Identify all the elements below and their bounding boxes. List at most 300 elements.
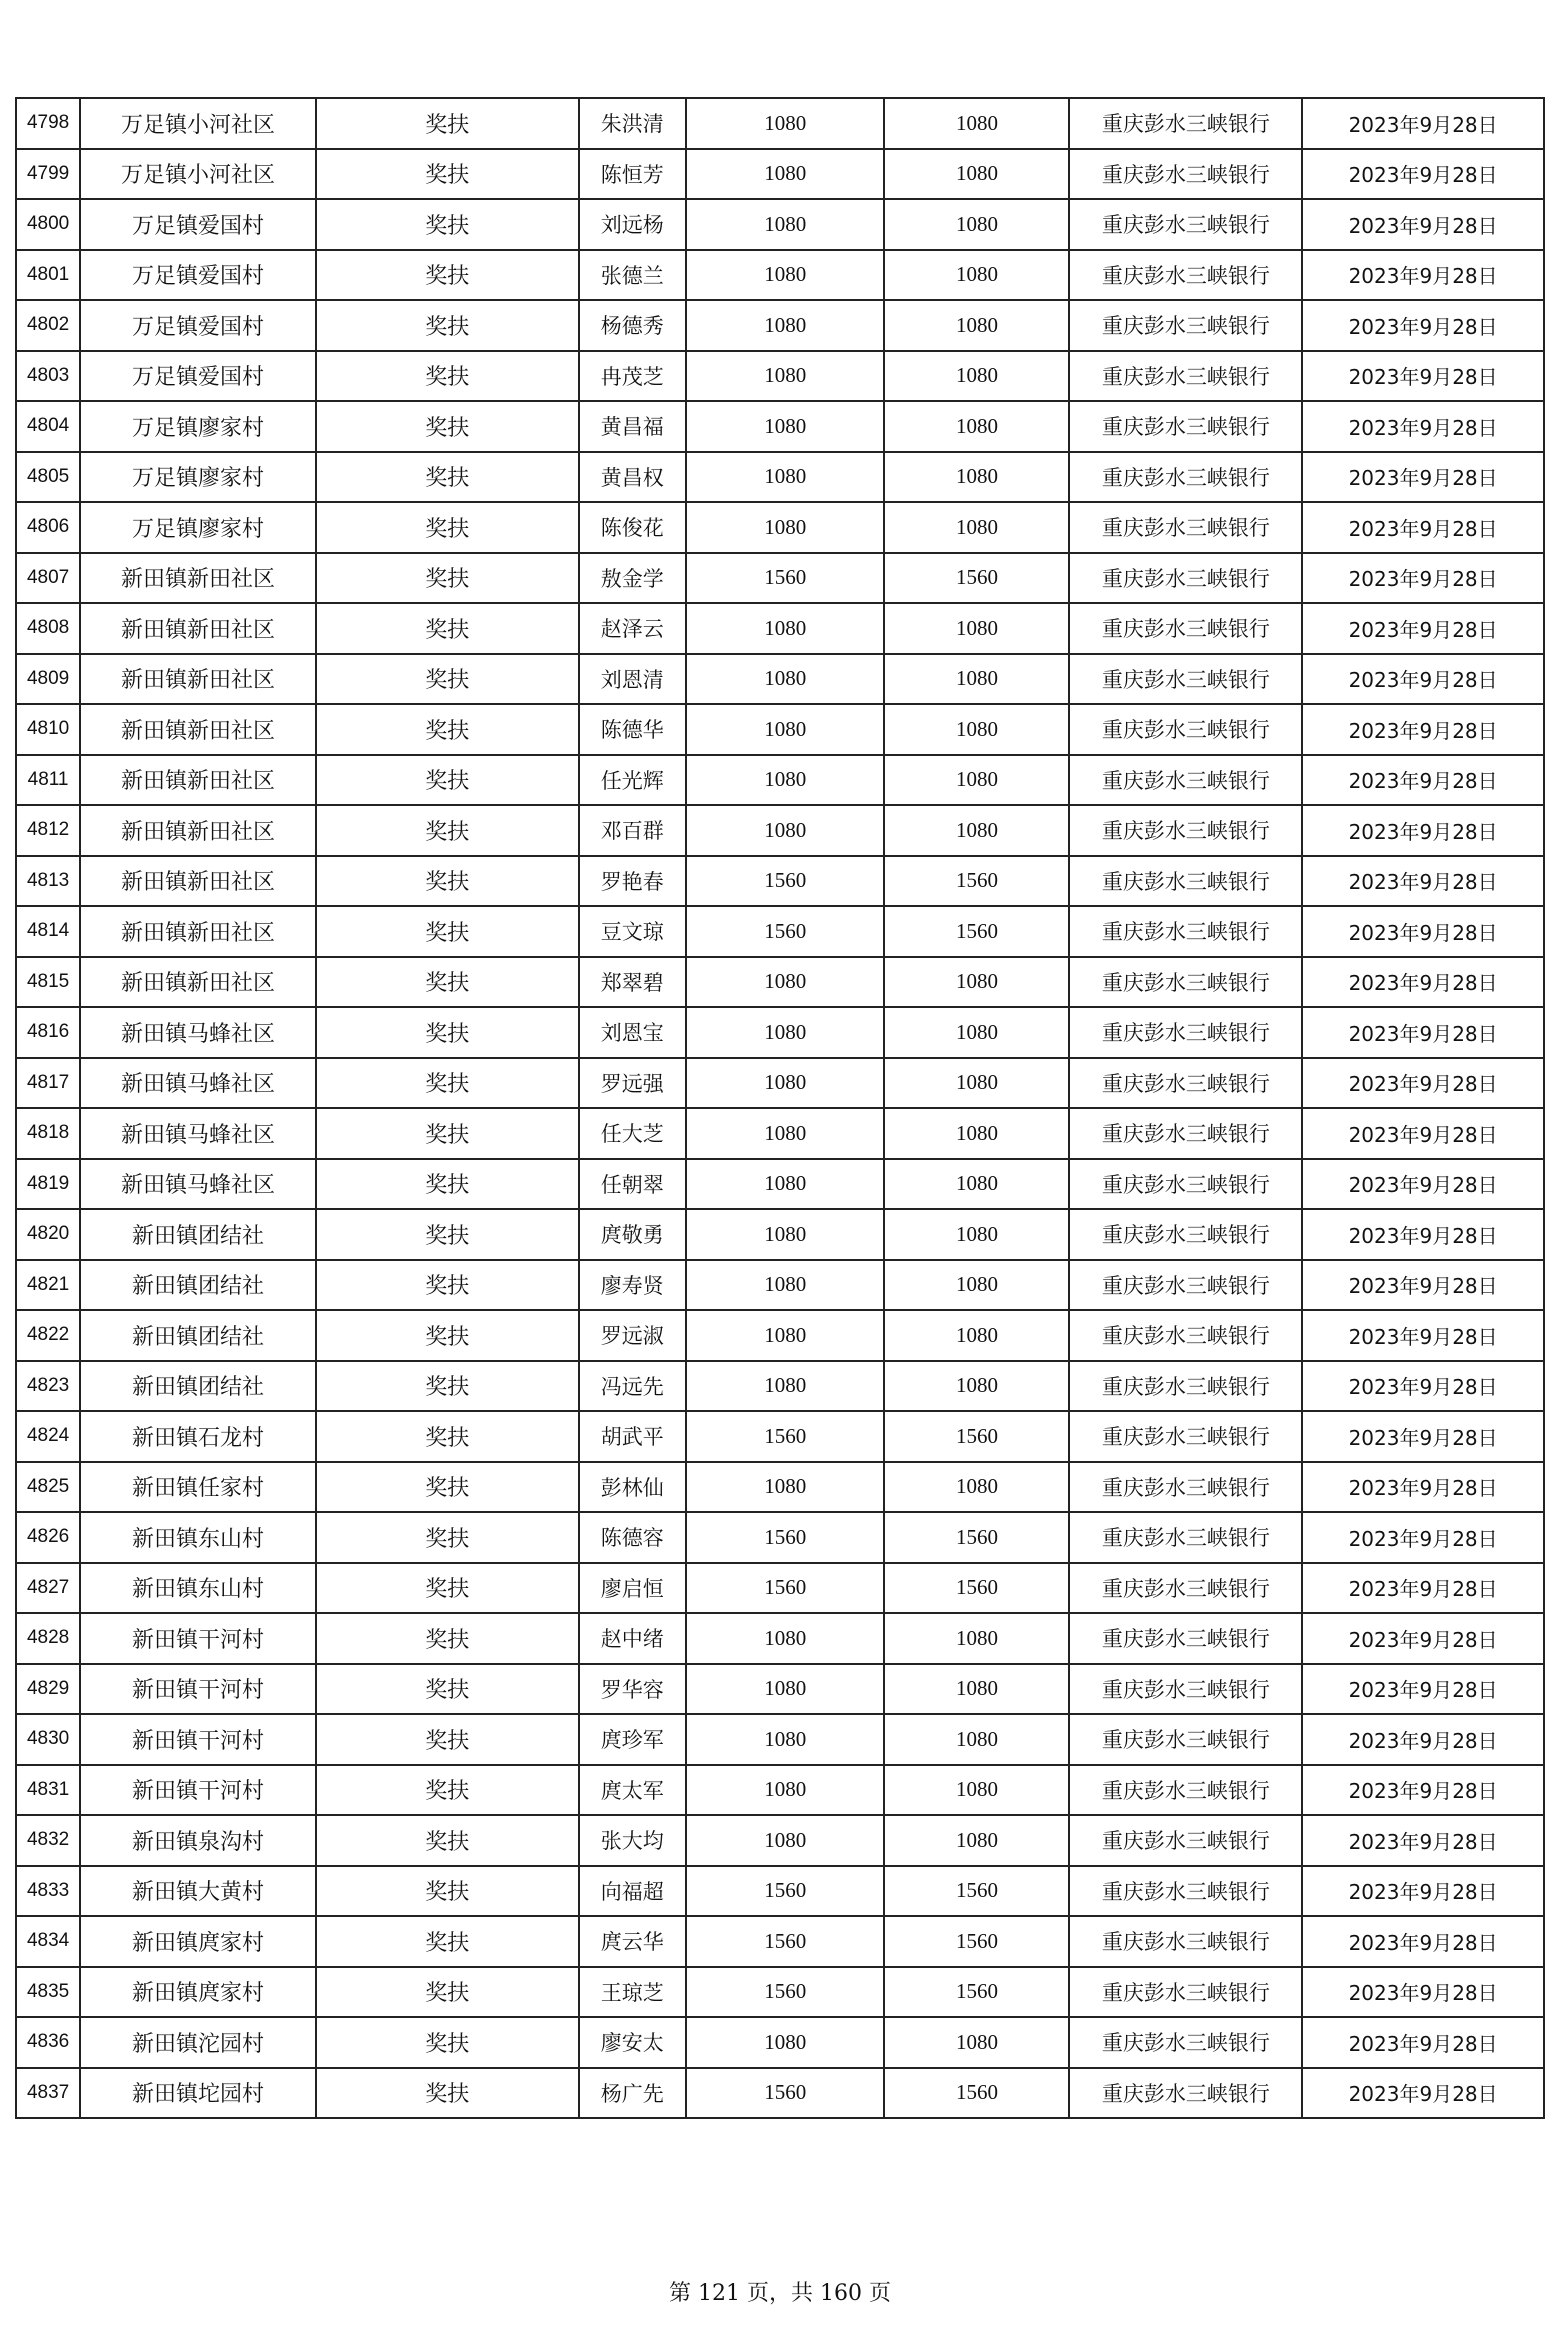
bank-cell: 重庆彭水三峡银行 bbox=[1069, 351, 1302, 402]
paid-amount-cell: 1560 bbox=[884, 1563, 1069, 1614]
date-cell: 2023年9月28日 bbox=[1302, 149, 1544, 200]
row-number-cell: 4831 bbox=[16, 1765, 80, 1816]
paid-amount-cell: 1080 bbox=[884, 199, 1069, 250]
amount-cell: 1080 bbox=[686, 1260, 884, 1311]
subsidy-type-cell: 奖扶 bbox=[316, 805, 579, 856]
table-row bbox=[16, 1411, 1544, 1462]
date-cell: 2023年9月28日 bbox=[1302, 805, 1544, 856]
amount-cell: 1560 bbox=[686, 1563, 884, 1614]
amount-cell: 1080 bbox=[686, 1613, 884, 1664]
paid-amount-cell: 1080 bbox=[884, 300, 1069, 351]
subsidy-type-cell: 奖扶 bbox=[316, 351, 579, 402]
recipient-name-cell: 庹珍军 bbox=[579, 1714, 686, 1765]
subsidy-type-cell: 奖扶 bbox=[316, 1310, 579, 1361]
table-row bbox=[16, 1310, 1544, 1361]
row-number-cell: 4802 bbox=[16, 300, 80, 351]
date-cell: 2023年9月28日 bbox=[1302, 906, 1544, 957]
row-number-cell: 4816 bbox=[16, 1007, 80, 1058]
date-cell: 2023年9月28日 bbox=[1302, 1462, 1544, 1513]
bank-cell: 重庆彭水三峡银行 bbox=[1069, 2068, 1302, 2119]
village-cell: 新田镇新田社区 bbox=[80, 906, 316, 957]
date-cell: 2023年9月28日 bbox=[1302, 1866, 1544, 1917]
village-cell: 万足镇廖家村 bbox=[80, 401, 316, 452]
paid-amount-cell: 1080 bbox=[884, 401, 1069, 452]
recipient-name-cell: 冯远先 bbox=[579, 1361, 686, 1412]
bank-cell: 重庆彭水三峡银行 bbox=[1069, 1563, 1302, 1614]
table-row bbox=[16, 351, 1544, 402]
paid-amount-cell: 1080 bbox=[884, 1159, 1069, 1210]
table-row bbox=[16, 805, 1544, 856]
subsidy-type-cell: 奖扶 bbox=[316, 654, 579, 705]
subsidy-type-cell: 奖扶 bbox=[316, 755, 579, 806]
table-row bbox=[16, 300, 1544, 351]
table-row bbox=[16, 856, 1544, 907]
amount-cell: 1080 bbox=[686, 1108, 884, 1159]
bank-cell: 重庆彭水三峡银行 bbox=[1069, 199, 1302, 250]
paid-amount-cell: 1080 bbox=[884, 1714, 1069, 1765]
table-row bbox=[16, 1664, 1544, 1715]
subsidy-type-cell: 奖扶 bbox=[316, 1916, 579, 1967]
recipient-name-cell: 陈恒芳 bbox=[579, 149, 686, 200]
paid-amount-cell: 1080 bbox=[884, 452, 1069, 503]
table-row bbox=[16, 149, 1544, 200]
paid-amount-cell: 1560 bbox=[884, 1916, 1069, 1967]
amount-cell: 1560 bbox=[686, 553, 884, 604]
subsidy-type-cell: 奖扶 bbox=[316, 300, 579, 351]
village-cell: 新田镇石龙村 bbox=[80, 1411, 316, 1462]
table-body bbox=[16, 98, 1544, 2118]
village-cell: 新田镇新田社区 bbox=[80, 704, 316, 755]
subsidy-type-cell: 奖扶 bbox=[316, 250, 579, 301]
date-cell: 2023年9月28日 bbox=[1302, 1967, 1544, 2018]
date-cell: 2023年9月28日 bbox=[1302, 1007, 1544, 1058]
village-cell: 新田镇新田社区 bbox=[80, 603, 316, 654]
bank-cell: 重庆彭水三峡银行 bbox=[1069, 957, 1302, 1008]
recipient-name-cell: 廖安太 bbox=[579, 2017, 686, 2068]
date-cell: 2023年9月28日 bbox=[1302, 1714, 1544, 1765]
subsidy-type-cell: 奖扶 bbox=[316, 1462, 579, 1513]
bank-cell: 重庆彭水三峡银行 bbox=[1069, 805, 1302, 856]
table-row bbox=[16, 502, 1544, 553]
table-row bbox=[16, 603, 1544, 654]
village-cell: 新田镇新田社区 bbox=[80, 654, 316, 705]
bank-cell: 重庆彭水三峡银行 bbox=[1069, 98, 1302, 149]
table-row bbox=[16, 1462, 1544, 1513]
date-cell: 2023年9月28日 bbox=[1302, 351, 1544, 402]
paid-amount-cell: 1080 bbox=[884, 957, 1069, 1008]
amount-cell: 1080 bbox=[686, 1714, 884, 1765]
village-cell: 新田镇新田社区 bbox=[80, 957, 316, 1008]
date-cell: 2023年9月28日 bbox=[1302, 755, 1544, 806]
paid-amount-cell: 1080 bbox=[884, 98, 1069, 149]
subsidy-type-cell: 奖扶 bbox=[316, 1007, 579, 1058]
bank-cell: 重庆彭水三峡银行 bbox=[1069, 1613, 1302, 1664]
subsidy-type-cell: 奖扶 bbox=[316, 149, 579, 200]
date-cell: 2023年9月28日 bbox=[1302, 1613, 1544, 1664]
amount-cell: 1080 bbox=[686, 250, 884, 301]
row-number-cell: 4833 bbox=[16, 1866, 80, 1917]
village-cell: 新田镇马蜂社区 bbox=[80, 1108, 316, 1159]
paid-amount-cell: 1560 bbox=[884, 1512, 1069, 1563]
amount-cell: 1080 bbox=[686, 1361, 884, 1412]
table-row bbox=[16, 1260, 1544, 1311]
table-row bbox=[16, 250, 1544, 301]
amount-cell: 1560 bbox=[686, 1916, 884, 1967]
village-cell: 新田镇干河村 bbox=[80, 1664, 316, 1715]
date-cell: 2023年9月28日 bbox=[1302, 553, 1544, 604]
row-number-cell: 4809 bbox=[16, 654, 80, 705]
subsidy-type-cell: 奖扶 bbox=[316, 704, 579, 755]
paid-amount-cell: 1560 bbox=[884, 553, 1069, 604]
village-cell: 万足镇廖家村 bbox=[80, 452, 316, 503]
amount-cell: 1080 bbox=[686, 1007, 884, 1058]
bank-cell: 重庆彭水三峡银行 bbox=[1069, 1209, 1302, 1260]
recipient-name-cell: 罗华容 bbox=[579, 1664, 686, 1715]
date-cell: 2023年9月28日 bbox=[1302, 1159, 1544, 1210]
amount-cell: 1560 bbox=[686, 1866, 884, 1917]
recipient-name-cell: 罗远淑 bbox=[579, 1310, 686, 1361]
row-number-cell: 4819 bbox=[16, 1159, 80, 1210]
paid-amount-cell: 1080 bbox=[884, 502, 1069, 553]
date-cell: 2023年9月28日 bbox=[1302, 502, 1544, 553]
village-cell: 新田镇干河村 bbox=[80, 1613, 316, 1664]
village-cell: 新田镇团结社 bbox=[80, 1260, 316, 1311]
recipient-name-cell: 任朝翠 bbox=[579, 1159, 686, 1210]
bank-cell: 重庆彭水三峡银行 bbox=[1069, 704, 1302, 755]
table-row bbox=[16, 755, 1544, 806]
recipient-name-cell: 赵泽云 bbox=[579, 603, 686, 654]
row-number-cell: 4829 bbox=[16, 1664, 80, 1715]
recipient-name-cell: 黄昌福 bbox=[579, 401, 686, 452]
village-cell: 新田镇沱园村 bbox=[80, 2017, 316, 2068]
recipient-name-cell: 彭林仙 bbox=[579, 1462, 686, 1513]
subsidy-type-cell: 奖扶 bbox=[316, 1967, 579, 2018]
paid-amount-cell: 1080 bbox=[884, 755, 1069, 806]
bank-cell: 重庆彭水三峡银行 bbox=[1069, 1815, 1302, 1866]
amount-cell: 1080 bbox=[686, 603, 884, 654]
paid-amount-cell: 1080 bbox=[884, 603, 1069, 654]
village-cell: 万足镇小河社区 bbox=[80, 149, 316, 200]
village-cell: 新田镇团结社 bbox=[80, 1310, 316, 1361]
amount-cell: 1560 bbox=[686, 856, 884, 907]
row-number-cell: 4820 bbox=[16, 1209, 80, 1260]
amount-cell: 1080 bbox=[686, 654, 884, 705]
subsidy-type-cell: 奖扶 bbox=[316, 1866, 579, 1917]
village-cell: 新田镇东山村 bbox=[80, 1512, 316, 1563]
bank-cell: 重庆彭水三峡银行 bbox=[1069, 1714, 1302, 1765]
subsidy-type-cell: 奖扶 bbox=[316, 401, 579, 452]
recipient-name-cell: 杨广先 bbox=[579, 2068, 686, 2119]
recipient-name-cell: 朱洪清 bbox=[579, 98, 686, 149]
subsidy-type-cell: 奖扶 bbox=[316, 1108, 579, 1159]
paid-amount-cell: 1080 bbox=[884, 250, 1069, 301]
row-number-cell: 4808 bbox=[16, 603, 80, 654]
table-row bbox=[16, 1209, 1544, 1260]
table-row bbox=[16, 1613, 1544, 1664]
paid-amount-cell: 1560 bbox=[884, 906, 1069, 957]
recipient-name-cell: 庹云华 bbox=[579, 1916, 686, 1967]
village-cell: 新田镇干河村 bbox=[80, 1714, 316, 1765]
paid-amount-cell: 1080 bbox=[884, 1361, 1069, 1412]
date-cell: 2023年9月28日 bbox=[1302, 957, 1544, 1008]
village-cell: 新田镇马蜂社区 bbox=[80, 1159, 316, 1210]
paid-amount-cell: 1560 bbox=[884, 2068, 1069, 2119]
row-number-cell: 4810 bbox=[16, 704, 80, 755]
table-row bbox=[16, 1007, 1544, 1058]
recipient-name-cell: 张德兰 bbox=[579, 250, 686, 301]
table-row bbox=[16, 98, 1544, 149]
paid-amount-cell: 1080 bbox=[884, 1260, 1069, 1311]
paid-amount-cell: 1080 bbox=[884, 1462, 1069, 1513]
date-cell: 2023年9月28日 bbox=[1302, 1108, 1544, 1159]
amount-cell: 1080 bbox=[686, 149, 884, 200]
village-cell: 万足镇小河社区 bbox=[80, 98, 316, 149]
amount-cell: 1080 bbox=[686, 98, 884, 149]
bank-cell: 重庆彭水三峡银行 bbox=[1069, 1159, 1302, 1210]
village-cell: 新田镇团结社 bbox=[80, 1361, 316, 1412]
subsidy-type-cell: 奖扶 bbox=[316, 2017, 579, 2068]
subsidy-type-cell: 奖扶 bbox=[316, 1260, 579, 1311]
date-cell: 2023年9月28日 bbox=[1302, 1664, 1544, 1715]
row-number-cell: 4818 bbox=[16, 1108, 80, 1159]
bank-cell: 重庆彭水三峡银行 bbox=[1069, 502, 1302, 553]
paid-amount-cell: 1080 bbox=[884, 1664, 1069, 1715]
village-cell: 万足镇爱国村 bbox=[80, 300, 316, 351]
row-number-cell: 4821 bbox=[16, 1260, 80, 1311]
village-cell: 新田镇庹家村 bbox=[80, 1916, 316, 1967]
paid-amount-cell: 1080 bbox=[884, 149, 1069, 200]
table-row bbox=[16, 452, 1544, 503]
table-row bbox=[16, 654, 1544, 705]
date-cell: 2023年9月28日 bbox=[1302, 603, 1544, 654]
row-number-cell: 4798 bbox=[16, 98, 80, 149]
recipient-name-cell: 陈俊花 bbox=[579, 502, 686, 553]
amount-cell: 1080 bbox=[686, 1765, 884, 1816]
village-cell: 新田镇新田社区 bbox=[80, 856, 316, 907]
date-cell: 2023年9月28日 bbox=[1302, 1411, 1544, 1462]
village-cell: 新田镇马蜂社区 bbox=[80, 1007, 316, 1058]
amount-cell: 1080 bbox=[686, 957, 884, 1008]
date-cell: 2023年9月28日 bbox=[1302, 1512, 1544, 1563]
amount-cell: 1080 bbox=[686, 401, 884, 452]
date-cell: 2023年9月28日 bbox=[1302, 1260, 1544, 1311]
row-number-cell: 4803 bbox=[16, 351, 80, 402]
date-cell: 2023年9月28日 bbox=[1302, 1563, 1544, 1614]
row-number-cell: 4823 bbox=[16, 1361, 80, 1412]
bank-cell: 重庆彭水三峡银行 bbox=[1069, 452, 1302, 503]
amount-cell: 1080 bbox=[686, 1209, 884, 1260]
date-cell: 2023年9月28日 bbox=[1302, 704, 1544, 755]
bank-cell: 重庆彭水三峡银行 bbox=[1069, 1664, 1302, 1715]
date-cell: 2023年9月28日 bbox=[1302, 98, 1544, 149]
subsidy-type-cell: 奖扶 bbox=[316, 603, 579, 654]
paid-amount-cell: 1560 bbox=[884, 856, 1069, 907]
bank-cell: 重庆彭水三峡银行 bbox=[1069, 1967, 1302, 2018]
bank-cell: 重庆彭水三峡银行 bbox=[1069, 1512, 1302, 1563]
village-cell: 新田镇新田社区 bbox=[80, 755, 316, 806]
row-number-cell: 4832 bbox=[16, 1815, 80, 1866]
village-cell: 新田镇新田社区 bbox=[80, 805, 316, 856]
village-cell: 新田镇新田社区 bbox=[80, 553, 316, 604]
row-number-cell: 4814 bbox=[16, 906, 80, 957]
table-row bbox=[16, 1159, 1544, 1210]
recipient-name-cell: 黄昌权 bbox=[579, 452, 686, 503]
bank-cell: 重庆彭水三峡银行 bbox=[1069, 1361, 1302, 1412]
row-number-cell: 4837 bbox=[16, 2068, 80, 2119]
row-number-cell: 4811 bbox=[16, 755, 80, 806]
subsidy-type-cell: 奖扶 bbox=[316, 1613, 579, 1664]
row-number-cell: 4801 bbox=[16, 250, 80, 301]
page-number-footer: 第 121 页，共 160 页 bbox=[669, 2281, 891, 2306]
village-cell: 新田镇马蜂社区 bbox=[80, 1058, 316, 1109]
table-row bbox=[16, 1765, 1544, 1816]
bank-cell: 重庆彭水三峡银行 bbox=[1069, 1058, 1302, 1109]
subsidy-type-cell: 奖扶 bbox=[316, 98, 579, 149]
amount-cell: 1560 bbox=[686, 1512, 884, 1563]
amount-cell: 1080 bbox=[686, 351, 884, 402]
amount-cell: 1560 bbox=[686, 906, 884, 957]
row-number-cell: 4835 bbox=[16, 1967, 80, 2018]
amount-cell: 1080 bbox=[686, 502, 884, 553]
amount-cell: 1080 bbox=[686, 1310, 884, 1361]
row-number-cell: 4805 bbox=[16, 452, 80, 503]
row-number-cell: 4799 bbox=[16, 149, 80, 200]
paid-amount-cell: 1080 bbox=[884, 654, 1069, 705]
recipient-name-cell: 陈德华 bbox=[579, 704, 686, 755]
paid-amount-cell: 1080 bbox=[884, 1007, 1069, 1058]
subsidy-type-cell: 奖扶 bbox=[316, 1209, 579, 1260]
paid-amount-cell: 1080 bbox=[884, 2017, 1069, 2068]
paid-amount-cell: 1560 bbox=[884, 1967, 1069, 2018]
recipient-name-cell: 王琼芝 bbox=[579, 1967, 686, 2018]
date-cell: 2023年9月28日 bbox=[1302, 856, 1544, 907]
paid-amount-cell: 1560 bbox=[884, 1411, 1069, 1462]
date-cell: 2023年9月28日 bbox=[1302, 452, 1544, 503]
paid-amount-cell: 1080 bbox=[884, 704, 1069, 755]
bank-cell: 重庆彭水三峡银行 bbox=[1069, 1310, 1302, 1361]
subsidy-type-cell: 奖扶 bbox=[316, 1159, 579, 1210]
amount-cell: 1080 bbox=[686, 1159, 884, 1210]
bank-cell: 重庆彭水三峡银行 bbox=[1069, 1108, 1302, 1159]
table-row bbox=[16, 2017, 1544, 2068]
paid-amount-cell: 1080 bbox=[884, 1058, 1069, 1109]
row-number-cell: 4834 bbox=[16, 1916, 80, 1967]
row-number-cell: 4825 bbox=[16, 1462, 80, 1513]
recipient-name-cell: 庹太军 bbox=[579, 1765, 686, 1816]
date-cell: 2023年9月28日 bbox=[1302, 1310, 1544, 1361]
paid-amount-cell: 1080 bbox=[884, 1108, 1069, 1159]
bank-cell: 重庆彭水三峡银行 bbox=[1069, 603, 1302, 654]
subsidy-type-cell: 奖扶 bbox=[316, 199, 579, 250]
date-cell: 2023年9月28日 bbox=[1302, 1815, 1544, 1866]
recipient-name-cell: 向福超 bbox=[579, 1866, 686, 1917]
recipient-name-cell: 赵中绪 bbox=[579, 1613, 686, 1664]
subsidy-type-cell: 奖扶 bbox=[316, 553, 579, 604]
amount-cell: 1080 bbox=[686, 1815, 884, 1866]
date-cell: 2023年9月28日 bbox=[1302, 1209, 1544, 1260]
table-row bbox=[16, 1108, 1544, 1159]
date-cell: 2023年9月28日 bbox=[1302, 1058, 1544, 1109]
row-number-cell: 4827 bbox=[16, 1563, 80, 1614]
recipient-name-cell: 任大芝 bbox=[579, 1108, 686, 1159]
recipient-name-cell: 廖寿贤 bbox=[579, 1260, 686, 1311]
bank-cell: 重庆彭水三峡银行 bbox=[1069, 1411, 1302, 1462]
amount-cell: 1080 bbox=[686, 2017, 884, 2068]
amount-cell: 1080 bbox=[686, 452, 884, 503]
bank-cell: 重庆彭水三峡银行 bbox=[1069, 250, 1302, 301]
subsidy-type-cell: 奖扶 bbox=[316, 1411, 579, 1462]
amount-cell: 1080 bbox=[686, 1058, 884, 1109]
bank-cell: 重庆彭水三峡银行 bbox=[1069, 2017, 1302, 2068]
table-row bbox=[16, 1866, 1544, 1917]
date-cell: 2023年9月28日 bbox=[1302, 401, 1544, 452]
amount-cell: 1080 bbox=[686, 1664, 884, 1715]
table-row bbox=[16, 1361, 1544, 1412]
row-number-cell: 4806 bbox=[16, 502, 80, 553]
table-row bbox=[16, 1512, 1544, 1563]
recipient-name-cell: 冉茂芝 bbox=[579, 351, 686, 402]
recipient-name-cell: 廖启恒 bbox=[579, 1563, 686, 1614]
row-number-cell: 4836 bbox=[16, 2017, 80, 2068]
paid-amount-cell: 1080 bbox=[884, 1765, 1069, 1816]
table-row bbox=[16, 906, 1544, 957]
date-cell: 2023年9月28日 bbox=[1302, 300, 1544, 351]
date-cell: 2023年9月28日 bbox=[1302, 2068, 1544, 2119]
recipient-name-cell: 张大均 bbox=[579, 1815, 686, 1866]
subsidy-type-cell: 奖扶 bbox=[316, 2068, 579, 2119]
recipient-name-cell: 邓百群 bbox=[579, 805, 686, 856]
recipient-name-cell: 庹敬勇 bbox=[579, 1209, 686, 1260]
row-number-cell: 4800 bbox=[16, 199, 80, 250]
subsidy-type-cell: 奖扶 bbox=[316, 856, 579, 907]
subsidy-type-cell: 奖扶 bbox=[316, 502, 579, 553]
date-cell: 2023年9月28日 bbox=[1302, 199, 1544, 250]
table-row bbox=[16, 1714, 1544, 1765]
bank-cell: 重庆彭水三峡银行 bbox=[1069, 1462, 1302, 1513]
paid-amount-cell: 1080 bbox=[884, 1310, 1069, 1361]
recipient-name-cell: 刘远杨 bbox=[579, 199, 686, 250]
village-cell: 新田镇团结社 bbox=[80, 1209, 316, 1260]
row-number-cell: 4815 bbox=[16, 957, 80, 1008]
bank-cell: 重庆彭水三峡银行 bbox=[1069, 755, 1302, 806]
amount-cell: 1080 bbox=[686, 755, 884, 806]
amount-cell: 1560 bbox=[686, 2068, 884, 2119]
subsidy-type-cell: 奖扶 bbox=[316, 1563, 579, 1614]
row-number-cell: 4826 bbox=[16, 1512, 80, 1563]
amount-cell: 1080 bbox=[686, 805, 884, 856]
table-row bbox=[16, 1916, 1544, 1967]
subsidy-type-cell: 奖扶 bbox=[316, 1512, 579, 1563]
bank-cell: 重庆彭水三峡银行 bbox=[1069, 149, 1302, 200]
recipient-name-cell: 刘恩宝 bbox=[579, 1007, 686, 1058]
table-row bbox=[16, 2068, 1544, 2119]
bank-cell: 重庆彭水三峡银行 bbox=[1069, 553, 1302, 604]
recipient-name-cell: 杨德秀 bbox=[579, 300, 686, 351]
subsidy-type-cell: 奖扶 bbox=[316, 1815, 579, 1866]
village-cell: 新田镇大黄村 bbox=[80, 1866, 316, 1917]
amount-cell: 1560 bbox=[686, 1967, 884, 2018]
paid-amount-cell: 1560 bbox=[884, 1866, 1069, 1917]
table-row bbox=[16, 199, 1544, 250]
bank-cell: 重庆彭水三峡银行 bbox=[1069, 1260, 1302, 1311]
amount-cell: 1560 bbox=[686, 1411, 884, 1462]
table-row bbox=[16, 957, 1544, 1008]
row-number-cell: 4812 bbox=[16, 805, 80, 856]
bank-cell: 重庆彭水三峡银行 bbox=[1069, 1765, 1302, 1816]
subsidy-type-cell: 奖扶 bbox=[316, 1714, 579, 1765]
village-cell: 新田镇坨园村 bbox=[80, 2068, 316, 2119]
recipient-name-cell: 罗艳春 bbox=[579, 856, 686, 907]
